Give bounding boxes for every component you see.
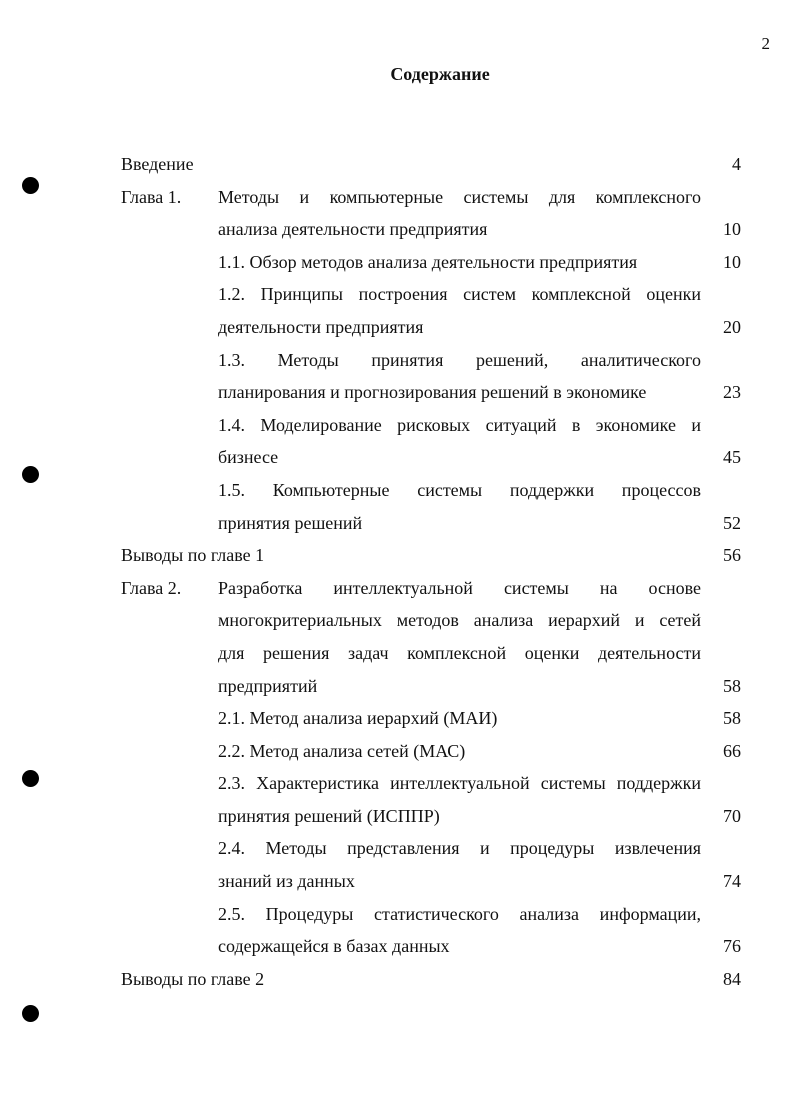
toc-entry [121, 278, 741, 343]
toc-entry-line: Методы и компьютерные системы для комплексного [218, 186, 701, 207]
binder-hole [22, 1005, 39, 1022]
toc-entry [121, 344, 741, 409]
toc-entry [121, 539, 741, 572]
toc-entry [121, 409, 741, 474]
toc-entry-title: Выводы по главе 2 [121, 968, 265, 989]
toc-page-number: 74 [723, 871, 741, 892]
toc-page-number: 58 [723, 708, 741, 729]
toc-entry-line: 2.2. Метод анализа сетей (МАС) [218, 740, 466, 761]
toc-entry-line: 2.5. Процедуры статистического анализа информации, [218, 903, 701, 924]
page-title: Содержание [390, 64, 490, 84]
toc-page-number: 20 [723, 316, 741, 337]
toc-page-number: 10 [723, 251, 741, 272]
toc-page-number: 56 [723, 545, 741, 566]
toc-entry-line: содержащейся в базах данных [218, 936, 450, 957]
chapter-label: Глава 1. [121, 186, 182, 207]
toc-page-number: 66 [723, 740, 741, 761]
toc-page-number: 76 [723, 936, 741, 957]
toc-entry [121, 832, 741, 897]
toc-entry-line: 1.3. Методы принятия решений, аналитического [218, 349, 701, 370]
toc-entry [121, 898, 741, 963]
toc-entry-line: планирования и прогнозирования решений в экономике [218, 382, 647, 403]
toc-page-number: 52 [723, 512, 741, 533]
toc-entry-line: 2.4. Методы представления и процедуры извлечения [218, 838, 701, 859]
toc-entry-line: многокритериальных методов анализа иерархий и сетей [218, 610, 701, 631]
toc-entry-line: 2.1. Метод анализа иерархий (МАИ) [218, 708, 498, 729]
toc-page-number: 45 [723, 447, 741, 468]
toc-page-number: 4 [732, 154, 741, 174]
toc-entry-line: анализа деятельности предприятия [218, 219, 488, 240]
toc-entry-line: для решения задач комплексной оценки деятельности [218, 642, 701, 663]
toc-entry [121, 963, 741, 996]
binder-hole [22, 177, 39, 194]
toc-entry-line: принятия решений (ИСППР) [218, 805, 440, 826]
toc-entry-line: Разработка интеллектуальной системы на основе [218, 577, 701, 598]
binder-hole [22, 466, 39, 483]
toc-page-number: 84 [723, 968, 741, 989]
toc-page-number: 10 [723, 219, 741, 240]
toc-entry-line: 2.3. Характеристика интеллектуальной системы поддержки [218, 773, 701, 794]
toc-entry [121, 735, 741, 768]
toc-entry [121, 246, 741, 279]
toc-page-number: 23 [723, 382, 741, 403]
toc-entry-line: 1.2. Принципы построения систем комплексной оценки [218, 284, 701, 305]
toc-entry-line: бизнесе [218, 447, 279, 468]
toc-page-number: 70 [723, 805, 741, 826]
chapter-label: Глава 2. [121, 577, 182, 598]
toc-entry-line: 1.4. Моделирование рисковых ситуаций в экономике и [218, 414, 701, 435]
toc-entry-line: 1.5. Компьютерные системы поддержки процессов [218, 479, 701, 500]
toc-entry-line: 1.1. Обзор методов анализа деятельности предприятия [218, 251, 638, 272]
toc-entry [121, 767, 741, 832]
toc-entry-line: предприятий [218, 675, 318, 696]
toc-entry [121, 148, 741, 181]
toc-entry-title: Введение [121, 154, 194, 174]
toc-entry [121, 702, 741, 735]
binder-hole [22, 770, 39, 787]
toc-page-number: 58 [723, 675, 741, 696]
toc-entry [121, 181, 741, 246]
toc-entry [121, 474, 741, 539]
page-number: 2 [761, 34, 770, 53]
toc-entry-line: деятельности предприятия [218, 316, 424, 337]
toc-entry-line: знаний из данных [218, 871, 355, 892]
toc-entry-line: принятия решений [218, 512, 363, 533]
toc-entry-title: Выводы по главе 1 [121, 545, 265, 566]
toc-entry [121, 572, 741, 702]
table-of-contents [121, 148, 741, 995]
